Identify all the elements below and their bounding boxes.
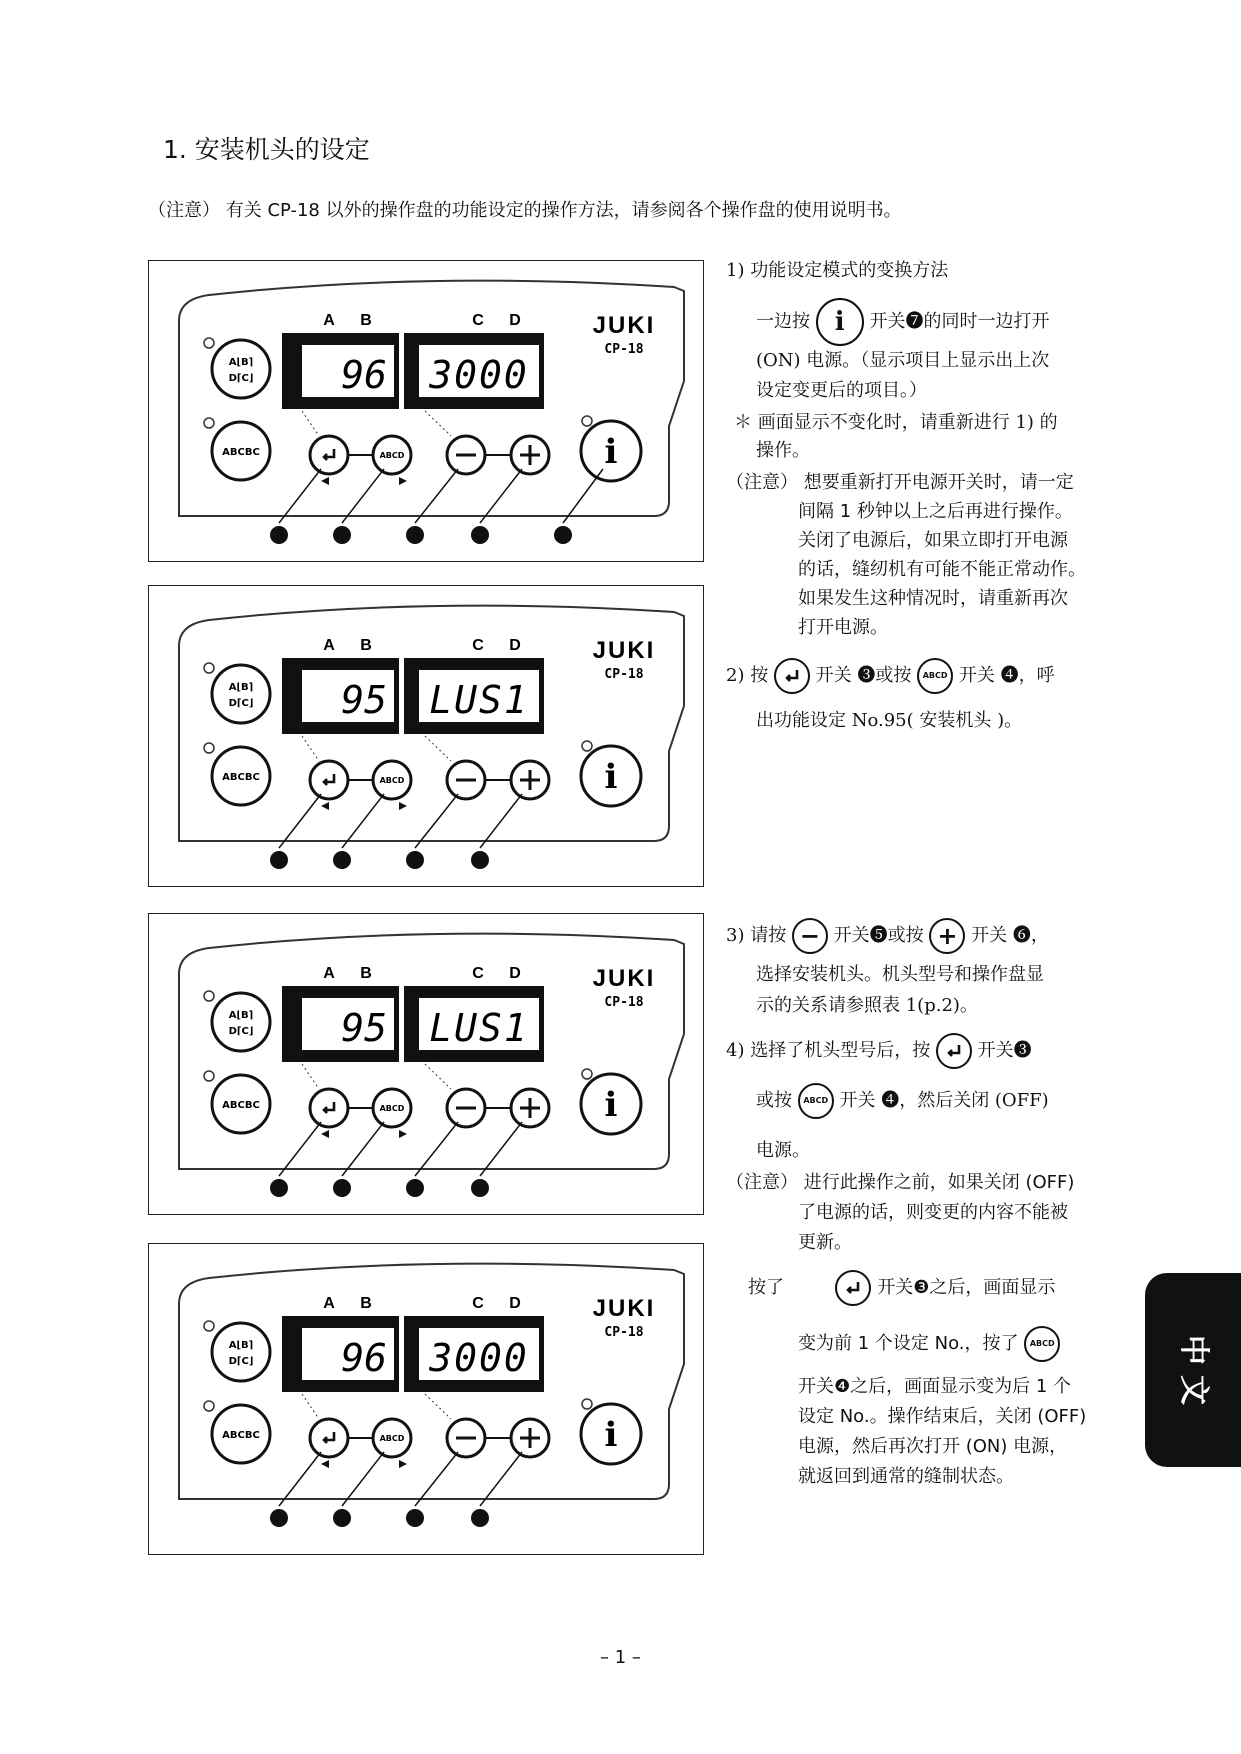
callout-number: ❻ — [474, 854, 486, 869]
callout-leader — [342, 1452, 384, 1506]
callout-leader — [480, 1122, 522, 1176]
dotted-connector — [425, 1064, 451, 1089]
callout-number: ❺ — [409, 1512, 421, 1527]
left-arrow-icon — [321, 1460, 329, 1468]
callout-leader — [563, 469, 603, 523]
led-indicator — [582, 1399, 592, 1409]
panel-figure-4 — [148, 1243, 704, 1555]
step-2-line1 — [726, 658, 1055, 694]
pattern-mode-label: ABCBC — [222, 1430, 260, 1441]
brand-logo: JUKI — [592, 965, 656, 992]
led-indicator — [204, 663, 214, 673]
note-2-line1: （注意） 进行此操作之前，如果关闭 (OFF) — [726, 1172, 1075, 1193]
note-1-line1: （注意） 想要重新打开电源开关时，请一定 — [726, 472, 1074, 493]
display-column-letter: B — [360, 965, 372, 982]
enter-button — [310, 761, 348, 799]
dotted-connector — [425, 736, 451, 761]
paragraph-line3: 开关❹之后，画面显示变为后 1 个 — [798, 1376, 1072, 1397]
led-indicator — [204, 1071, 214, 1081]
led-indicator — [204, 338, 214, 348]
display-column-letter: C — [472, 312, 484, 329]
step-4-line2 — [756, 1083, 1049, 1119]
step-4-line3: 电源。 — [756, 1140, 810, 1161]
display-column-letter: B — [360, 312, 372, 329]
right-display-value: 3000 — [429, 1336, 529, 1380]
stitch-mode-label-top: A⌊B⌉ — [228, 1340, 254, 1351]
page-number: – 1 – — [600, 1647, 641, 1668]
callout-number: ❺ — [409, 1182, 421, 1197]
info-icon: i — [604, 1415, 618, 1455]
step-1-title: 1) 功能设定模式的变换方法 — [726, 260, 949, 281]
step-3-text-a: 3) 请按 — [726, 925, 787, 946]
callout-leader — [279, 1122, 321, 1176]
paragraph-text-c: 变为前 1 个设定 No.，按了 — [798, 1333, 1019, 1354]
display-column-letter: D — [509, 312, 521, 329]
panel-figure-3 — [148, 913, 704, 1215]
callout-leader — [415, 469, 458, 523]
step-3-line3: 示的关系请参照表 1(p.2)。 — [756, 995, 978, 1016]
pattern-mode-label: ABCBC — [222, 447, 260, 458]
callout-number: ❺ — [409, 854, 421, 869]
note-1-line2: 间隔 1 秒钟以上之后再进行操作。 — [798, 501, 1073, 522]
pattern-mode-label: ABCBC — [222, 772, 260, 783]
step-1-star-1: ＊ 画面显示不变化时，请重新进行 1) 的 — [734, 412, 1058, 433]
info-icon: i — [816, 298, 864, 346]
panel-figure-1 — [148, 260, 704, 562]
stitch-mode-button — [212, 1323, 270, 1381]
callout-leader — [279, 794, 321, 848]
callout-number: ❹ — [336, 1182, 348, 1197]
model-label: CP-18 — [604, 1325, 644, 1340]
enter-button — [310, 1419, 348, 1457]
paragraph-text-b: 开关❸之后，画面显示 — [877, 1277, 1056, 1298]
stitch-mode-label-top: A⌊B⌉ — [228, 682, 254, 693]
left-display-value: 95 — [341, 1006, 387, 1050]
callout-leader — [279, 1452, 321, 1506]
callout-number: ❻ — [474, 1512, 486, 1527]
display-column-letter: C — [472, 637, 484, 654]
step-2-text-a: 2) 按 — [726, 665, 769, 686]
enter-button — [310, 436, 348, 474]
step-2-line2: 出功能设定 No.95( 安装机头 )。 — [756, 710, 1023, 731]
step-4-text-d: 开关 ❹，然后关闭 (OFF) — [839, 1090, 1049, 1111]
callout-leader — [480, 469, 522, 523]
abcd-icon: ABCD — [798, 1083, 834, 1119]
step-1-line2: (ON) 电源。（显示项目上显示出上次 — [756, 350, 1050, 371]
display-column-letter: A — [323, 1295, 335, 1312]
abcd-button-label: ABCD — [379, 451, 405, 460]
callout-leader — [415, 1122, 458, 1176]
callout-number: ❸ — [273, 1182, 285, 1197]
callout-number: ❹ — [336, 1512, 348, 1527]
step-3-line2: 选择安装机头。机头型号和操作盘显 — [756, 964, 1044, 985]
note-1-line3: 关闭了电源后，如果立即打开电源 — [798, 530, 1068, 551]
dotted-connector — [302, 411, 319, 436]
callout-leader — [342, 469, 384, 523]
callout-number: ❻ — [474, 1182, 486, 1197]
right-arrow-icon — [399, 1460, 407, 1468]
brand-logo: JUKI — [592, 1295, 656, 1322]
display-column-letter: B — [360, 1295, 372, 1312]
step-1-line3: 设定变更后的项目。） — [756, 380, 927, 401]
left-display-value: 95 — [341, 678, 387, 722]
enter-icon — [774, 658, 810, 694]
left-arrow-icon — [321, 802, 329, 810]
minus-icon: − — [792, 918, 828, 954]
led-indicator — [204, 1401, 214, 1411]
callout-leader — [415, 794, 458, 848]
right-display-value: LUS1 — [429, 678, 529, 722]
callout-number: ❸ — [273, 1512, 285, 1527]
language-tab — [1145, 1273, 1241, 1467]
callout-leader — [342, 1122, 384, 1176]
stitch-mode-button — [212, 993, 270, 1051]
dotted-connector — [425, 411, 451, 436]
enter-icon — [936, 1033, 972, 1069]
paragraph-line4: 设定 No.。操作结束后，关闭 (OFF) — [798, 1406, 1087, 1427]
language-tab-char-1: 中 — [1176, 1335, 1211, 1365]
model-label: CP-18 — [604, 667, 644, 682]
paragraph-line6: 就返回到通常的缝制状态。 — [798, 1466, 1014, 1487]
callout-leader — [342, 794, 384, 848]
abcd-button-label: ABCD — [379, 1104, 405, 1113]
led-indicator — [582, 741, 592, 751]
model-label: CP-18 — [604, 995, 644, 1010]
brand-logo: JUKI — [592, 312, 656, 339]
model-label: CP-18 — [604, 342, 644, 357]
paragraph-line2 — [798, 1326, 1060, 1362]
callout-leader — [279, 469, 321, 523]
pattern-mode-label: ABCBC — [222, 1100, 260, 1111]
callout-number: ❸ — [273, 529, 285, 544]
dotted-connector — [302, 736, 319, 761]
callout-number: ❹ — [336, 854, 348, 869]
stitch-mode-label-bottom: D⌈C⌋ — [228, 698, 254, 709]
step-4-text-b: 开关❸ — [977, 1040, 1032, 1061]
display-column-letter: D — [509, 965, 521, 982]
stitch-mode-label-bottom: D⌈C⌋ — [228, 1026, 254, 1037]
step-4-line1 — [726, 1033, 1032, 1069]
right-arrow-icon — [399, 477, 407, 485]
enter-button — [310, 1089, 348, 1127]
step-1-star-2: 操作。 — [756, 440, 810, 461]
abcd-button-label: ABCD — [379, 1434, 405, 1443]
display-column-letter: D — [509, 1295, 521, 1312]
paragraph-text-a: 按了 — [748, 1277, 784, 1298]
step-1-text-a: 一边按 — [756, 311, 810, 332]
callout-number: ❻ — [474, 529, 486, 544]
paragraph-line5: 电源，然后再次打开 (ON) 电源， — [798, 1436, 1068, 1457]
plus-icon: + — [929, 918, 965, 954]
display-column-letter: C — [472, 965, 484, 982]
display-column-letter: A — [323, 312, 335, 329]
right-arrow-icon — [399, 1130, 407, 1138]
callout-leader — [415, 1452, 458, 1506]
display-column-letter: A — [323, 637, 335, 654]
info-icon: i — [604, 1085, 618, 1125]
stitch-mode-label-bottom: D⌈C⌋ — [228, 373, 254, 384]
section-title: 1. 安装机头的设定 — [163, 135, 370, 164]
step-1-line1 — [756, 298, 1049, 346]
stitch-mode-label-top: A⌊B⌉ — [228, 1010, 254, 1021]
led-indicator — [204, 991, 214, 1001]
display-column-letter: B — [360, 637, 372, 654]
stitch-mode-button — [212, 340, 270, 398]
stitch-mode-label-bottom: D⌈C⌋ — [228, 1356, 254, 1367]
dotted-connector — [425, 1394, 451, 1419]
callout-number: ❸ — [273, 854, 285, 869]
note-2-line2: 了电源的话，则变更的内容不能被 — [798, 1202, 1068, 1223]
led-indicator — [582, 416, 592, 426]
dotted-connector — [302, 1394, 319, 1419]
note-2-line3: 更新。 — [798, 1232, 852, 1253]
step-4-text-a: 4) 选择了机头型号后，按 — [726, 1040, 931, 1061]
left-arrow-icon — [321, 477, 329, 485]
abcd-icon: ABCD — [917, 658, 953, 694]
dotted-connector — [302, 1064, 319, 1089]
display-column-letter: A — [323, 965, 335, 982]
note-1-line4: 的话，缝纫机有可能不能正常动作。 — [798, 559, 1086, 580]
callout-number: ❹ — [336, 529, 348, 544]
step-4-text-c: 或按 — [756, 1090, 792, 1111]
step-1-text-b: 开关❼的同时一边打开 — [869, 311, 1050, 332]
paragraph-line1 — [748, 1270, 1055, 1306]
display-column-letter: C — [472, 1295, 484, 1312]
left-display-value: 96 — [341, 1336, 387, 1380]
led-indicator — [204, 418, 214, 428]
callout-leader — [480, 794, 522, 848]
abcd-icon: ABCD — [1024, 1326, 1060, 1362]
left-arrow-icon — [321, 1130, 329, 1138]
note-1-line5: 如果发生这种情况时，请重新再次 — [798, 588, 1068, 609]
callout-leader — [480, 1452, 522, 1506]
abcd-button-label: ABCD — [379, 776, 405, 785]
right-display-value: 3000 — [429, 353, 529, 397]
info-icon: i — [604, 757, 618, 797]
top-note: （注意） 有关 CP-18 以外的操作盘的功能设定的操作方法，请参阅各个操作盘的使用说明书。 — [148, 200, 902, 221]
step-3-line1 — [726, 918, 1049, 954]
note-1-line6: 打开电源。 — [798, 617, 888, 638]
step-2-text-b: 开关 ❸或按 — [815, 665, 912, 686]
led-indicator — [204, 1321, 214, 1331]
step-3-text-c: 开关 ❻， — [971, 925, 1049, 946]
brand-logo: JUKI — [592, 637, 656, 664]
panel-figure-2 — [148, 585, 704, 887]
language-tab-char-2: 文 — [1176, 1375, 1211, 1405]
callout-number: ❺ — [409, 529, 421, 544]
step-2-text-c: 开关 ❹，呼 — [958, 665, 1055, 686]
led-indicator — [582, 1069, 592, 1079]
display-column-letter: D — [509, 637, 521, 654]
callout-number: ❼ — [557, 529, 569, 544]
step-3-text-b: 开关❺或按 — [833, 925, 924, 946]
info-icon: i — [604, 432, 618, 472]
right-display-value: LUS1 — [429, 1006, 529, 1050]
left-display-value: 96 — [341, 353, 387, 397]
stitch-mode-label-top: A⌊B⌉ — [228, 357, 254, 368]
right-arrow-icon — [399, 802, 407, 810]
enter-icon — [835, 1270, 871, 1306]
led-indicator — [204, 743, 214, 753]
stitch-mode-button — [212, 665, 270, 723]
